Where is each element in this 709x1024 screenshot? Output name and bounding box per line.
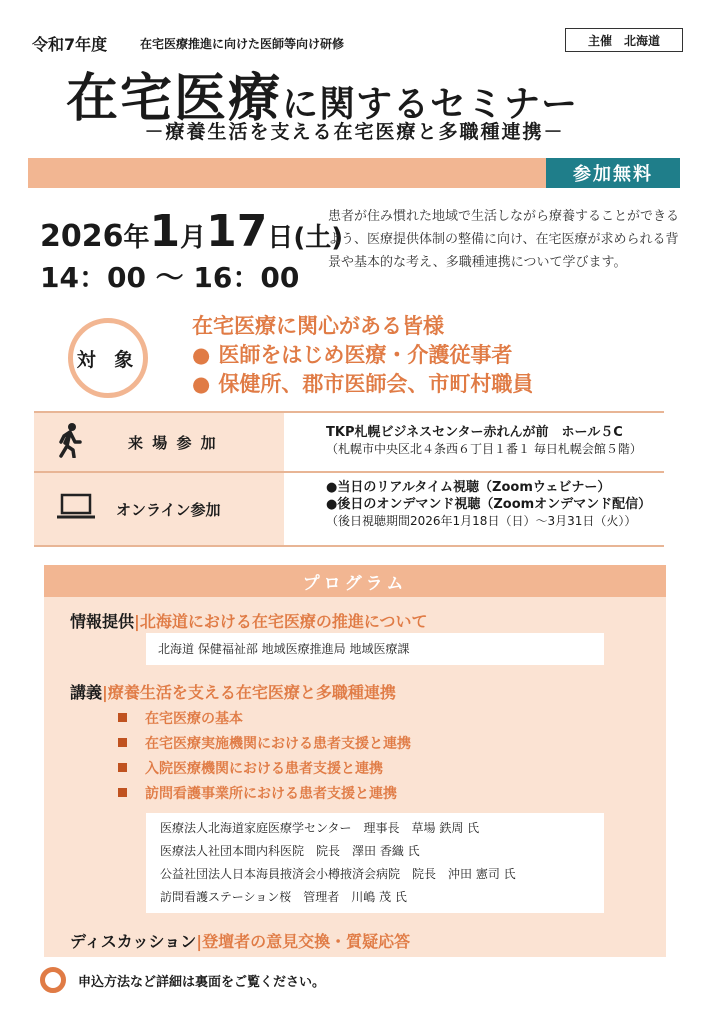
footer-text: 申込方法など詳細は裏面をご覧ください。 [78,974,326,990]
date-day-unit: 日 [267,223,294,253]
page-subtitle: －療養生活を支える在宅医療と多職種連携－ [144,121,565,143]
online-row [34,471,664,547]
speaker-item: 訪問看護ステーション桜 管理者 川嶋 茂 氏 [160,890,407,904]
onsite-info [284,413,664,471]
date-month-unit: 月 [180,223,207,253]
target-line-3 [192,370,533,399]
online-line-1: ●当日のリアルタイム視聴（Zoomウェビナー） [326,480,611,495]
laptop-icon [56,493,96,525]
info-label: 情報提供 [70,612,135,631]
online-line-2: ●後日のオンデマンド視聴（Zoomオンデマンド配信） [326,497,652,512]
lecture-topic-text: 入院医療機関における患者支援と連携 [145,761,383,777]
date-year: 2026 [40,219,124,254]
walking-person-icon [56,422,84,462]
speaker-item: 公益社団法人日本海員掖済会小樽掖済会病院 院長 沖田 憲司 氏 [160,867,516,881]
lecture-topic [118,708,243,728]
program-heading: プログラム [44,565,666,597]
speaker-item: 医療法人社団本間内科医院 院長 澤田 香織 氏 [160,844,420,858]
training-subtitle: 在宅医療推進に向けた医師等向け研修 [140,37,345,51]
online-label: オンライン参加 [116,500,221,519]
lecture-section-title [70,680,396,703]
lecture-topic-text: 在宅医療実施機関における患者支援と連携 [145,736,411,752]
lecture-topic-text: 在宅医療の基本 [145,711,243,727]
lecture-label: 講義 [70,683,103,702]
title-rest: に関するセミナー [282,84,579,125]
footer-note [40,967,325,993]
lecture-topic [118,783,397,803]
onsite-venue: TKP札幌ビジネスセンター赤れんが前 ホール５C [326,425,623,440]
speaker-item: 医療法人北海道家庭医療学センター 理事長 草場 鉄周 氏 [160,821,480,835]
info-presenter: 北海道 保健福祉部 地域医療推進局 地域医療課 [146,633,604,665]
discussion-label: ディスカッション [70,932,197,951]
event-description: 患者が住み慣れた地域で生活しながら療養することができるよう、医療提供体制の整備に向け、在宅医療が求められる背景や基本的な考え、多職種連携について学びます。 [328,209,680,270]
separator: | [196,932,203,951]
onsite-label-cell [34,413,282,471]
target-list [192,312,533,399]
info-title: 北海道における在宅医療の推進について [139,612,428,631]
target-line-1: 在宅医療に関心がある皆様 [192,314,444,338]
fiscal-year: 令和7年度 [32,35,108,54]
square-bullet-icon [118,788,127,797]
online-info [284,473,664,545]
program-panel [44,565,666,957]
separator: | [102,683,108,702]
bullet-icon: ● [192,372,211,396]
onsite-address: （札幌市中央区北４条西６丁目１番１ 毎日札幌会館５階） [326,442,642,456]
online-label-cell [34,473,282,545]
info-section-title [70,609,428,632]
event-date [40,206,343,257]
title-main: 在宅医療 [66,69,283,129]
event-time: 14：00 ～ 16：00 [40,261,300,294]
online-line-3: （後日視聴期間2026年1月18日（日）～3月31日（火）） [326,514,637,528]
square-bullet-icon [118,738,127,747]
target-line-3-text: 保健所、郡市医師会、市町村職員 [218,372,534,396]
discussion-section-title [70,929,410,952]
target-line-2-text: 医師をはじめ医療・介護従事者 [218,343,513,367]
lecture-topic-text: 訪問看護事業所における患者支援と連携 [145,786,397,802]
lecture-title: 療養生活を支える在宅医療と多職種連携 [107,683,396,702]
circle-ring-icon [40,967,66,993]
onsite-row [34,411,664,471]
onsite-label: 来 場 参 加 [128,433,218,452]
lecture-topic [118,758,383,778]
speaker-list [146,813,604,913]
date-month: 1 [149,206,181,257]
target-label: 対 象 [68,318,148,398]
square-bullet-icon [118,713,127,722]
free-badge: 参加無料 [546,158,680,188]
discussion-title: 登壇者の意見交換・質疑応答 [202,932,411,951]
lecture-topic [118,733,411,753]
date-weekday: (土) [293,223,344,253]
square-bullet-icon [118,763,127,772]
bullet-icon: ● [192,343,211,367]
target-line-2 [192,341,533,370]
separator: | [134,612,140,631]
date-year-unit: 年 [123,223,150,253]
host-box: 主催 北海道 [565,28,683,52]
date-day: 17 [206,206,268,257]
